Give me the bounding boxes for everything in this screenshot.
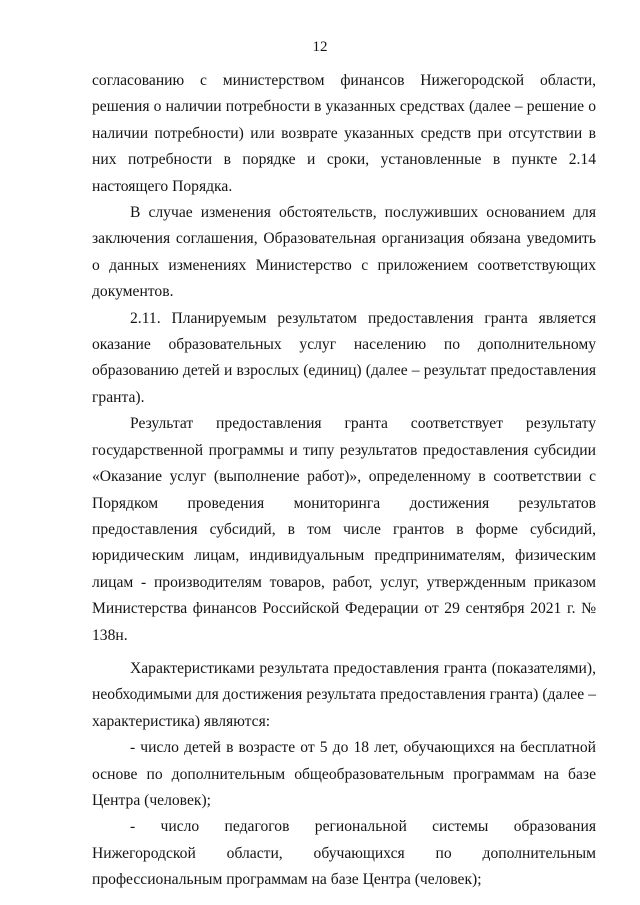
page-number: 12 [312, 39, 328, 55]
document-body [92, 68, 596, 894]
paragraph-result-characteristics: Характеристиками результата предоставления гранта (показателями), необходимыми для достижения результата предоставления гранта) (далее – характеристика) являются: [92, 659, 596, 730]
paragraph-result-correspondence: Результат предоставления гранта соответствует результату государственной программы и типу результатов предоставления субсидии «Оказание услуг (выполнение работ)», определенному в соответствии с Порядком проведения мониторинга достижения результатов предоставления субсидий, в том числе грантов в форме субсидий, юридическим лицам, индивидуальным предпринимателям, физическим лицам - производителям товаров, работ, услуг, утвержденным приказом Министерства финансов Российской Федерации от 29 сентября 2021 г. № 138н. [92, 415, 596, 644]
list-item-teachers-count: - число педагогов региональной системы образования Нижегородской области, обучающихся по дополнительным профессиональным программам на базе Центра (человек); [92, 818, 596, 889]
paragraph-2-11-planned-result: 2.11. Планируемым результатом предоставления гранта является оказание образовательных услуг населению по дополнительному образованию детей и взрослых (единиц) (далее – результат предоставления гранта). [92, 309, 596, 406]
paragraph-continuation: согласованию с министерством финансов Нижегородской области, решения о наличии потребности в указанных средствах (далее – решение о наличии потребности) или возврате указанных средств при отсутствии в них потребности в порядке и сроки, установленные в пункте 2.14 настоящего Порядка. [92, 72, 596, 195]
paragraph-circumstances-change: В случае изменения обстоятельств, послуживших основанием для заключения соглашения, Образовательная организация обязана уведомить о данных изменениях Министерство с приложением соответствующих документов. [92, 204, 596, 301]
list-item-children-count: - число детей в возрасте от 5 до 18 лет, обучающихся на бесплатной основе по дополнительным общеобразовательным программам на базе Центра (человек); [92, 739, 596, 809]
